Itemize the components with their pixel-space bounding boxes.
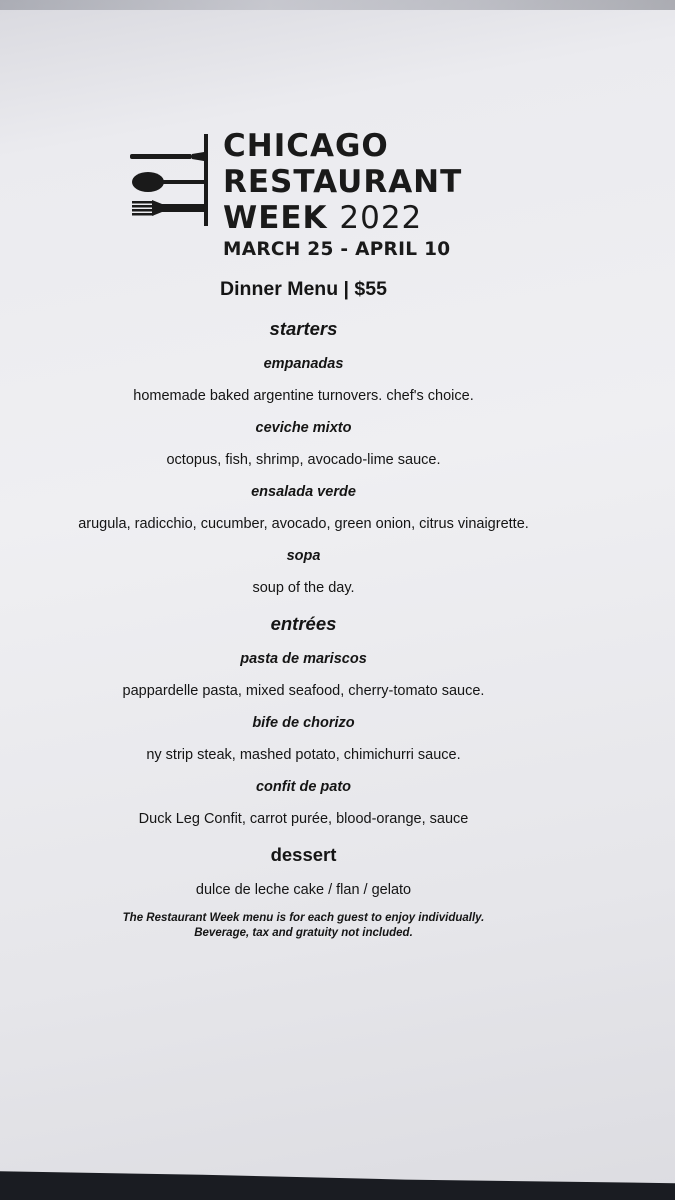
item-description: Duck Leg Confit, carrot purée, blood-orange, sauce (138, 811, 469, 827)
item-name: ensalada verde (251, 484, 356, 500)
item-description: ny strip steak, mashed potato, chimichurri sauce. (146, 747, 461, 763)
item-name: ceviche mixto (255, 420, 352, 436)
dessert-description: dulce de leche cake / flan / gelato (195, 882, 412, 898)
logo-wordmark (223, 128, 462, 262)
item-name: sopa (286, 548, 321, 564)
logo-week-line (223, 200, 462, 236)
top-shadow (0, 0, 675, 10)
section-entrees: entrées (270, 613, 337, 634)
menu-footnote (0, 911, 607, 941)
item-name: bife de chorizo (252, 715, 355, 731)
section-starters: starters (269, 318, 338, 339)
logo-city: CHICAGO (223, 128, 389, 164)
item-description: pappardelle pasta, mixed seafood, cherry-tomato sauce. (122, 683, 485, 699)
event-dates: MARCH 25 - APRIL 10 (223, 239, 451, 260)
logo-restaurant: RESTAURANT (223, 164, 463, 200)
item-description: octopus, fish, shrimp, avocado-lime sauce. (166, 452, 441, 468)
item-name: pasta de mariscos (240, 651, 367, 667)
item-description: soup of the day. (252, 580, 355, 596)
section-dessert: dessert (270, 844, 337, 865)
menu-title: Dinner Menu | $55 (220, 278, 387, 300)
item-description: homemade baked argentine turnovers. chef's choice. (133, 388, 474, 404)
footnote-line-2: Beverage, tax and gratuity not included. (194, 927, 413, 939)
cutlery-icon (128, 134, 208, 226)
logo-year: 2022 (339, 200, 423, 236)
dinner-menu (0, 276, 607, 941)
item-description: arugula, radicchio, cucumber, avocado, green onion, citrus vinaigrette. (78, 516, 529, 532)
logo-week: WEEK (223, 200, 328, 236)
footnote-line-1: The Restaurant Week menu is for each guest to enjoy individually. (122, 912, 485, 924)
item-name: empanadas (263, 356, 344, 372)
chicago-restaurant-week-logo (128, 128, 488, 258)
item-name: confit de pato (255, 779, 352, 795)
